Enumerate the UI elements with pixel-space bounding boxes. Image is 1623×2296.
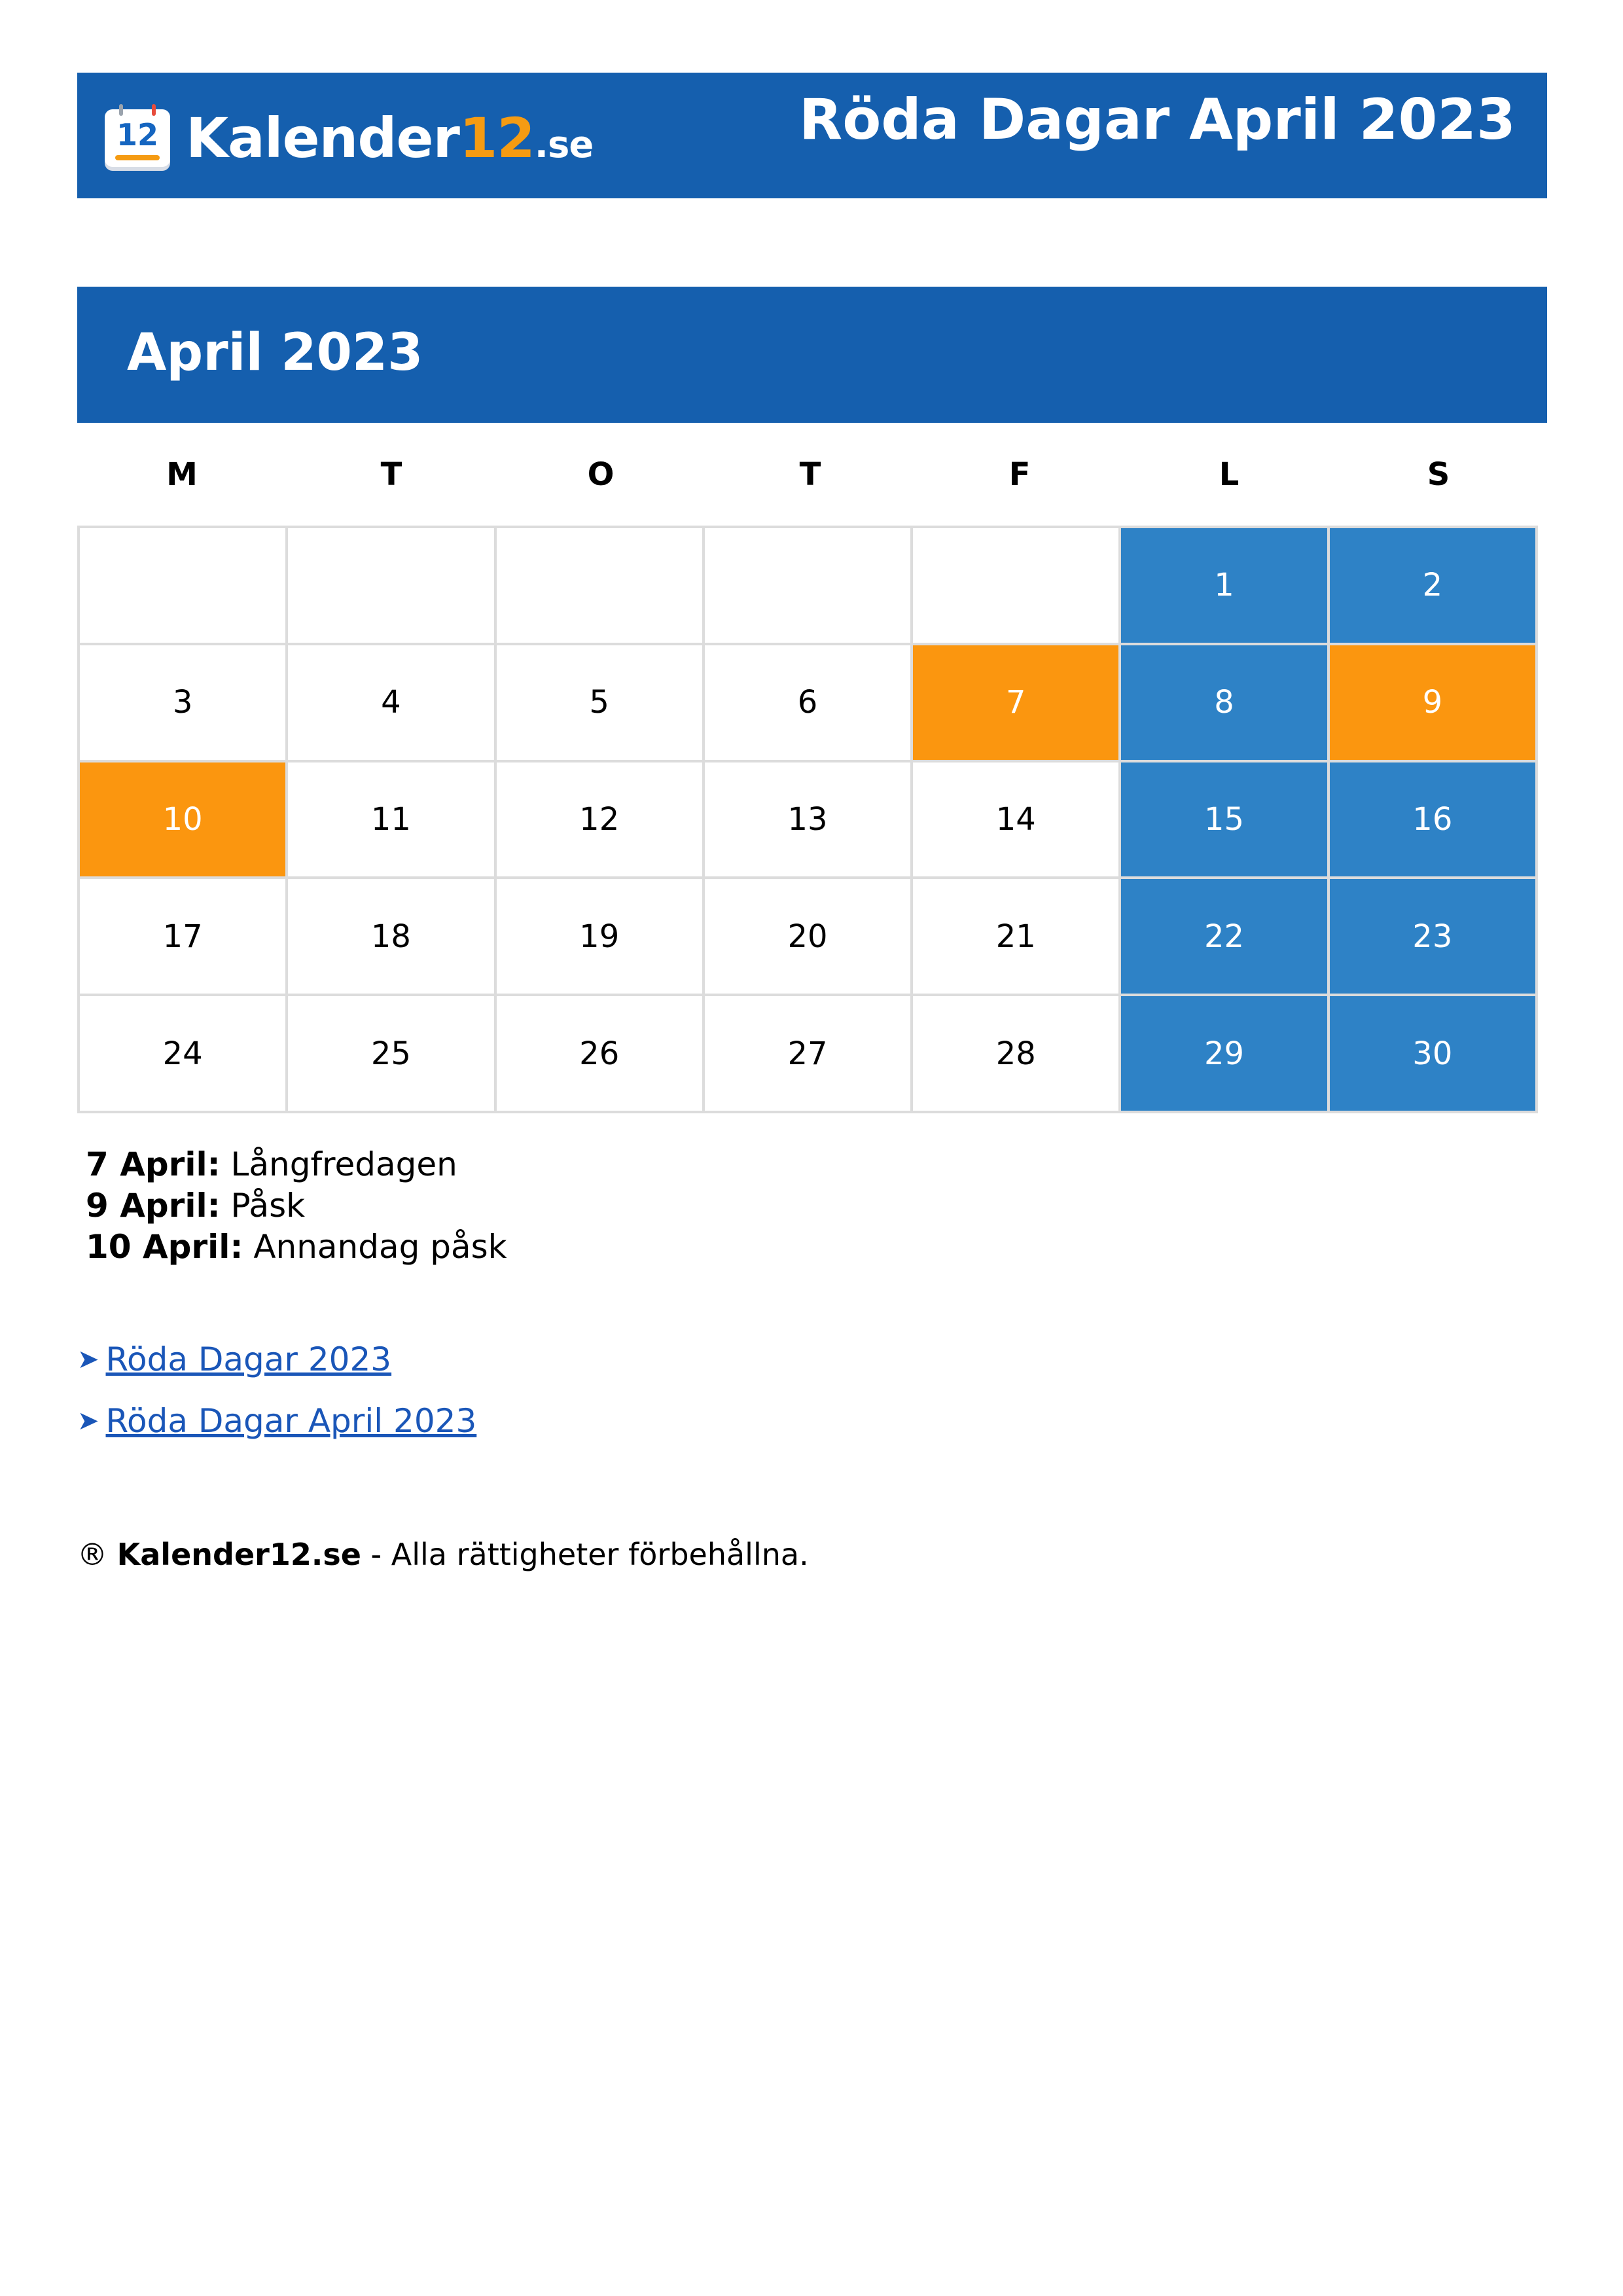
- holiday-item: [86, 1185, 507, 1227]
- calendar-day-cell: 7: [913, 645, 1121, 762]
- related-links: [77, 1329, 476, 1452]
- holiday-name: Annandag påsk: [253, 1228, 507, 1266]
- calendar-day-cell: 6: [705, 645, 913, 762]
- calendar-day-cell: 25: [288, 996, 496, 1113]
- weekday-label: M: [166, 456, 198, 493]
- calendar-day-cell: 19: [497, 879, 705, 996]
- weekday-label: S: [1427, 456, 1450, 493]
- link-row: [77, 1390, 476, 1452]
- calendar-empty-cell: [913, 528, 1121, 645]
- calendar-day-cell: 5: [497, 645, 705, 762]
- calendar-day-cell: 15: [1121, 762, 1329, 880]
- calendar-day-cell: 8: [1121, 645, 1329, 762]
- calendar-empty-cell: [705, 528, 913, 645]
- calendar-icon: [105, 109, 170, 167]
- month-title: April 2023: [127, 323, 423, 382]
- logo-icon-number: 12: [116, 117, 158, 152]
- holiday-date: 9 April:: [86, 1187, 221, 1225]
- calendar-day-cell: 12: [497, 762, 705, 880]
- calendar-day-cell: 28: [913, 996, 1121, 1113]
- calendar-day-cell: 29: [1121, 996, 1329, 1113]
- calendar-day-cell: 24: [80, 996, 288, 1113]
- holiday-date: 7 April:: [86, 1145, 221, 1183]
- calendar-day-cell: 10: [80, 762, 288, 880]
- calendar-day-cell: 4: [288, 645, 496, 762]
- calendar-day-cell: 22: [1121, 879, 1329, 996]
- calendar-empty-cell: [497, 528, 705, 645]
- page-title: Röda Dagar April 2023: [799, 87, 1516, 152]
- calendar-ring-right: [152, 104, 156, 116]
- calendar-ring-left: [119, 104, 123, 116]
- weekday-label: T: [380, 456, 402, 493]
- calendar-day-cell: 17: [80, 879, 288, 996]
- weekday-label: L: [1219, 456, 1240, 493]
- calendar-day-cell: 27: [705, 996, 913, 1113]
- link-roda-dagar-2023[interactable]: Röda Dagar 2023: [105, 1340, 392, 1378]
- calendar-empty-cell: [80, 528, 288, 645]
- calendar-day-cell: 21: [913, 879, 1121, 996]
- calendar-day-cell: 14: [913, 762, 1121, 880]
- calendar-day-cell: 23: [1330, 879, 1538, 996]
- link-row: [77, 1329, 476, 1390]
- footer-brand: Kalender12.se: [116, 1537, 361, 1572]
- weekday-label: T: [799, 456, 821, 493]
- calendar-day-cell: 9: [1330, 645, 1538, 762]
- weekday-label: O: [587, 456, 615, 493]
- logo-text-number: 12: [459, 106, 535, 170]
- footer: [77, 1537, 809, 1572]
- link-roda-dagar-april-2023[interactable]: Röda Dagar April 2023: [105, 1402, 477, 1440]
- logo-icon-bar: [115, 155, 160, 160]
- site-header: [77, 73, 1547, 198]
- holiday-name: Påsk: [230, 1187, 306, 1225]
- calendar-day-cell: 26: [497, 996, 705, 1113]
- holiday-item: [86, 1144, 507, 1185]
- holiday-item: [86, 1227, 507, 1268]
- month-header: [77, 287, 1547, 423]
- calendar-grid: [77, 526, 1538, 1113]
- registered-symbol: ®: [77, 1537, 107, 1572]
- calendar-day-cell: 11: [288, 762, 496, 880]
- arrow-right-icon: ➤: [77, 1344, 99, 1374]
- logo-text-tld: .se: [534, 124, 594, 166]
- calendar-day-cell: 20: [705, 879, 913, 996]
- logo-text-main: Kalender: [186, 106, 459, 170]
- calendar-day-cell: 16: [1330, 762, 1538, 880]
- weekday-label: F: [1008, 456, 1031, 493]
- logo-wordmark: [186, 106, 593, 170]
- calendar-day-cell: 18: [288, 879, 496, 996]
- calendar-day-cell: 30: [1330, 996, 1538, 1113]
- site-logo[interactable]: [105, 105, 593, 171]
- footer-text: - Alla rättigheter förbehållna.: [370, 1537, 809, 1572]
- holiday-list: [86, 1144, 507, 1268]
- calendar-day-cell: 13: [705, 762, 913, 880]
- holiday-name: Långfredagen: [230, 1145, 457, 1183]
- holiday-date: 10 April:: [86, 1228, 243, 1266]
- calendar-empty-cell: [288, 528, 496, 645]
- weekday-header-row: [77, 452, 1543, 497]
- calendar-day-cell: 2: [1330, 528, 1538, 645]
- calendar-day-cell: 3: [80, 645, 288, 762]
- arrow-right-icon: ➤: [77, 1406, 99, 1436]
- calendar-day-cell: 1: [1121, 528, 1329, 645]
